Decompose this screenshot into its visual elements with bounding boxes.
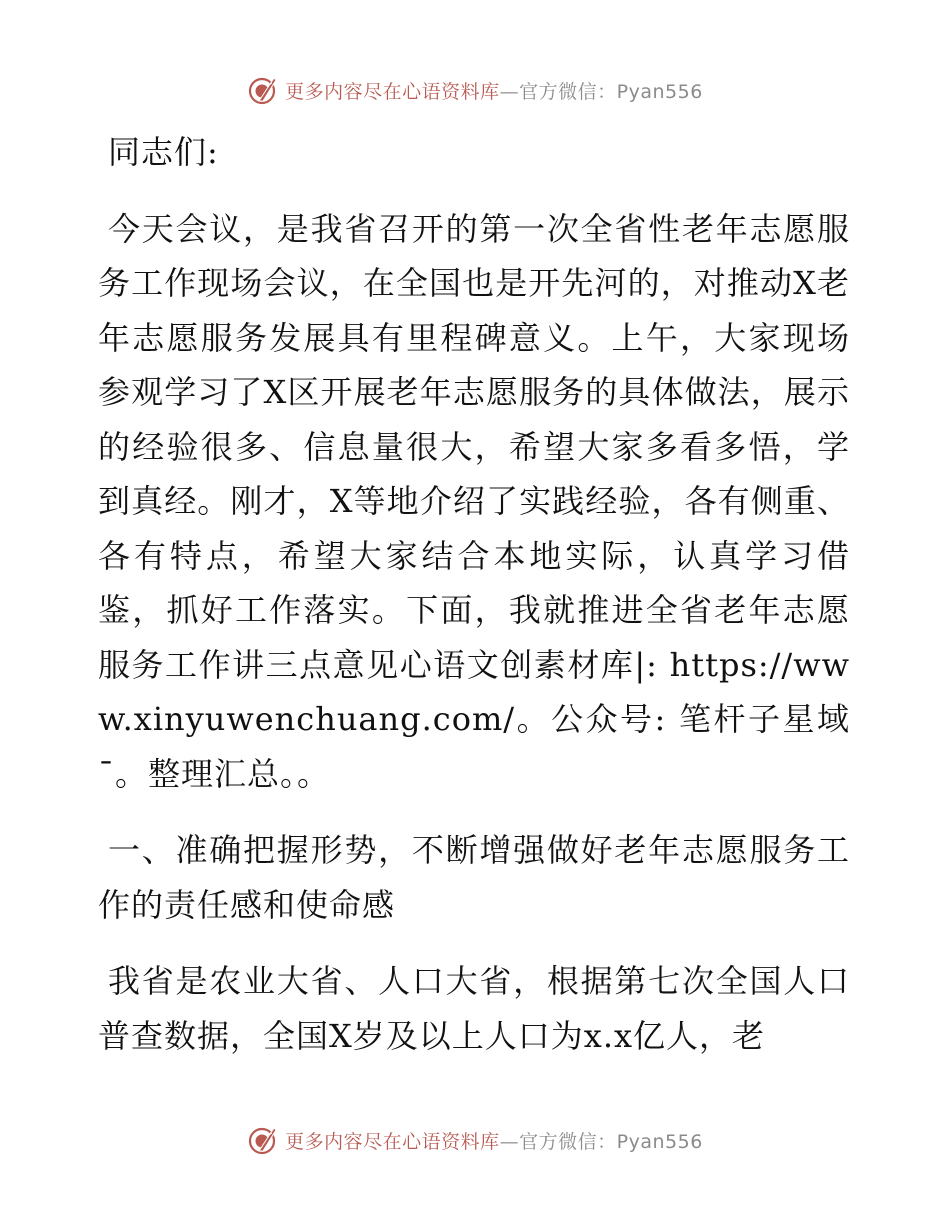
salutation: 同志们: [108,133,219,171]
footer-tail-text: 官方微信：Pyan556 [519,1130,703,1153]
footer-banner-text [285,1127,703,1154]
footer-separator: — [499,1130,520,1153]
header-separator: — [499,80,520,103]
footer-banner [0,1120,950,1160]
intro-paragraph: 今天会议，是我省召开的第一次全省性老年志愿服务工作现场会议，在全国也是开先河的，对推动X老年志愿服务发展具有里程碑意义。上午，大家现场参观学习了X区开展老年志愿服务的具体做法，展示的经验很多、信息量很大，希望大家多看多悟，学到真经。刚才，X等地介绍了实践经验，各有侧重、各有特点，希望大家结合本地实际，认真学习借鉴，抓好工作落实。下面，我就推进全省老年志愿服务工作讲三点意见心语文创素材库|: https://www.xinyuwenchuang.com/。公众号: 笔杆子星域¯。整理汇总。。 [98,209,850,793]
header-banner [0,70,950,110]
header-banner-text [285,77,703,104]
body-paragraph: 我省是农业大省、人口大省，根据第七次全国人口普查数据，全国X岁及以上人口为x.x亿人，老 [98,962,850,1055]
feather-pen-logo-icon [247,74,279,106]
header-brand-text: 更多内容尽在心语资料库 [285,80,500,103]
footer-brand-text: 更多内容尽在心语资料库 [285,1130,500,1153]
document-body [98,125,850,1085]
feather-pen-logo-icon [247,1124,279,1156]
header-tail-text: 官方微信：Pyan556 [519,80,703,103]
section-heading: 一、准确把握形势，不断增强做好老年志愿服务工作的责任感和使命感 [98,831,850,924]
